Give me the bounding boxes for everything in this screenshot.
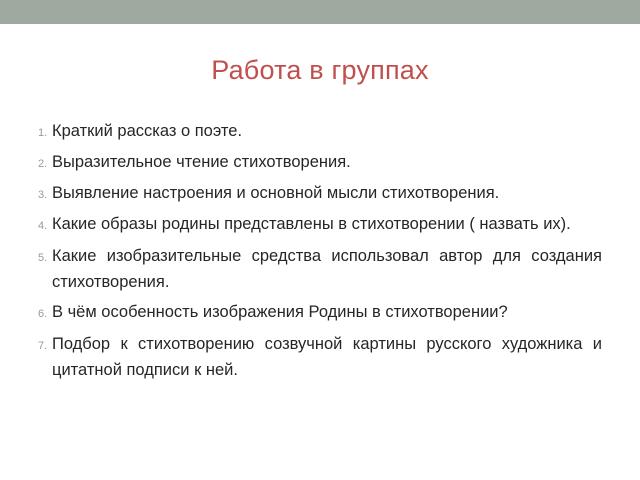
item-number: 2.: [38, 158, 48, 170]
item-number: 5.: [38, 252, 48, 264]
item-text: Какие изобразительные средства использовал автор для создания стихотворения.: [52, 247, 602, 291]
item-text: Выразительное чтение стихотворения.: [52, 153, 351, 171]
item-number: 6.: [38, 308, 48, 320]
item-text: Подбор к стихотворению созвучной картины русского художника и цитатной подписи к ней.: [52, 335, 602, 379]
item-number: 7.: [38, 340, 48, 352]
list-item: [38, 149, 602, 177]
slide-title: Работа в группах: [211, 55, 429, 85]
item-number: 1.: [38, 127, 48, 139]
item-number: 4.: [38, 220, 48, 232]
task-list: [38, 118, 602, 386]
list-item: [38, 331, 602, 383]
list-item: [38, 243, 602, 295]
item-text: Какие образы родины представлены в стихотворении ( назвать их).: [52, 215, 571, 233]
item-number: 3.: [38, 189, 48, 201]
list-item: [38, 211, 602, 239]
list-item: [38, 118, 602, 146]
list-item: [38, 299, 602, 327]
item-text: Выявление настроения и основной мысли стихотворения.: [52, 184, 500, 202]
item-text: Краткий рассказ о поэте.: [52, 122, 243, 140]
item-text: В чём особенность изображения Родины в стихотворении?: [52, 303, 508, 321]
list-item: [38, 180, 602, 208]
top-band: [0, 0, 640, 24]
